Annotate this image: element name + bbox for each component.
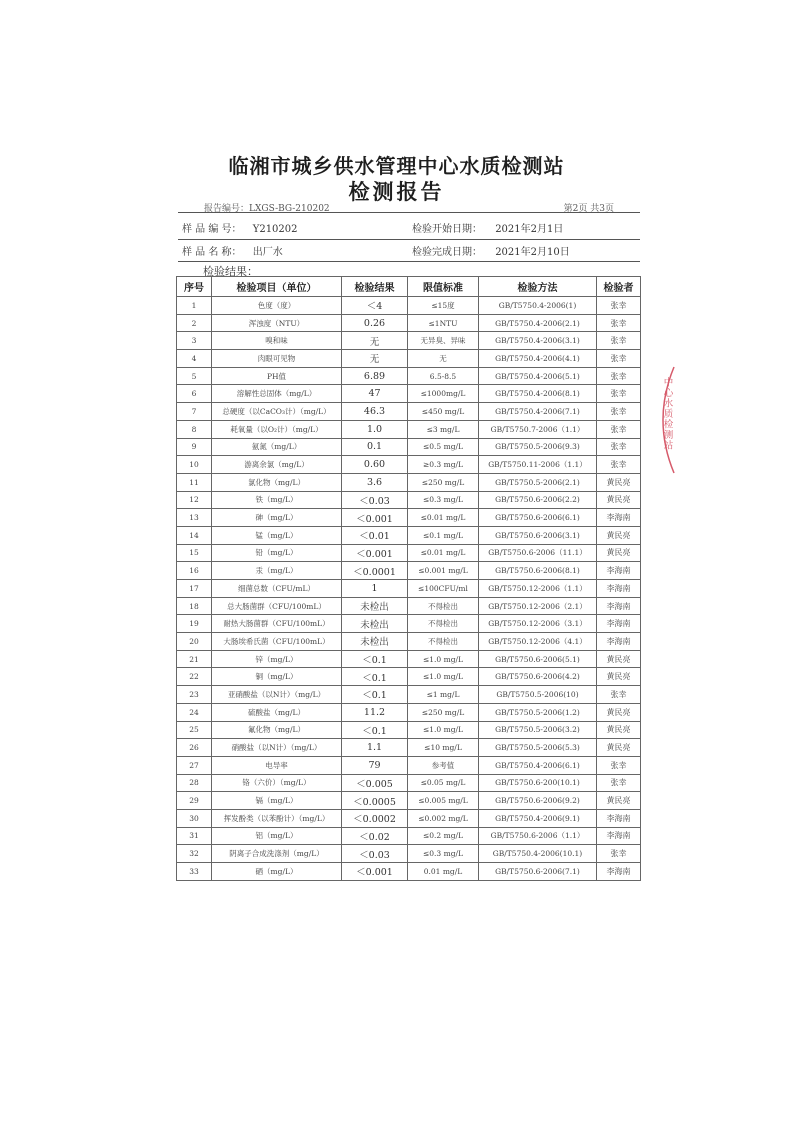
cell-limit: ≤1NTU xyxy=(408,314,479,332)
cell-method: GB/T5750.5-2006(9.3) xyxy=(479,438,597,456)
cell-result: ＜0.001 xyxy=(342,863,408,881)
organization-name: 临湘市城乡供水管理中心水质检测站 xyxy=(228,154,565,178)
cell-limit: ≤3 mg/L xyxy=(408,420,479,438)
cell-result: 3.6 xyxy=(342,473,408,491)
cell-item: 氨氮（mg/L） xyxy=(212,438,342,456)
end-date-value: 2021年2月10日 xyxy=(495,247,570,258)
cell-seq: 9 xyxy=(177,438,212,456)
cell-limit: ≤10 mg/L xyxy=(408,739,479,757)
cell-result: 1.0 xyxy=(342,420,408,438)
cell-item: 汞（mg/L） xyxy=(212,562,342,580)
cell-inspector: 张幸 xyxy=(597,332,641,350)
end-date-label: 检验完成日期： xyxy=(412,247,482,258)
table-row xyxy=(177,297,641,315)
table-row xyxy=(177,350,641,368)
cell-result: 11.2 xyxy=(342,703,408,721)
cell-inspector: 张幸 xyxy=(597,385,641,403)
cell-inspector: 李海南 xyxy=(597,863,641,881)
table-row xyxy=(177,367,641,385)
cell-inspector: 黄民亮 xyxy=(597,650,641,668)
cell-seq: 6 xyxy=(177,385,212,403)
cell-item: 色度（度） xyxy=(212,297,342,315)
table-row xyxy=(177,668,641,686)
cell-seq: 33 xyxy=(177,863,212,881)
start-date-label: 检验开始日期： xyxy=(412,224,482,235)
cell-result: 1.1 xyxy=(342,739,408,757)
table-row xyxy=(177,491,641,509)
cell-seq: 29 xyxy=(177,792,212,810)
cell-method: GB/T5750.6-2006(5.1) xyxy=(479,650,597,668)
cell-seq: 32 xyxy=(177,845,212,863)
cell-method: GB/T5750.4-2006(4.1) xyxy=(479,350,597,368)
cell-method: GB/T5750.4-2006(5.1) xyxy=(479,367,597,385)
cell-item: 细菌总数（CFU/mL） xyxy=(212,580,342,598)
cell-limit: ≤15度 xyxy=(408,297,479,315)
cell-inspector: 黄民亮 xyxy=(597,721,641,739)
cell-limit: ≤0.002 mg/L xyxy=(408,809,479,827)
cell-method: GB/T5750.6-2006(8.1) xyxy=(479,562,597,580)
table-row xyxy=(177,809,641,827)
cell-limit: ≤0.001 mg/L xyxy=(408,562,479,580)
table-row xyxy=(177,845,641,863)
sample-number-label: 样 品 编 号： xyxy=(182,224,242,235)
cell-inspector: 张幸 xyxy=(597,367,641,385)
cell-method: GB/T5750.5-2006(1.2) xyxy=(479,703,597,721)
cell-limit: ≤250 mg/L xyxy=(408,473,479,491)
cell-inspector: 张幸 xyxy=(597,456,641,474)
cell-method: GB/T5750.4-2006(7.1) xyxy=(479,403,597,421)
cell-method: GB/T5750.4-2006(9.1) xyxy=(479,809,597,827)
cell-inspector: 张幸 xyxy=(597,756,641,774)
cell-inspector: 黄民亮 xyxy=(597,739,641,757)
table-row xyxy=(177,332,641,350)
cell-item: 亚硝酸盐（以N计）（mg/L） xyxy=(212,686,342,704)
table-row xyxy=(177,721,641,739)
start-date-value: 2021年2月1日 xyxy=(495,224,564,235)
cell-limit: ≤1.0 mg/L xyxy=(408,721,479,739)
cell-result: 6.89 xyxy=(342,367,408,385)
cell-inspector: 李海南 xyxy=(597,562,641,580)
cell-limit: ≤1 mg/L xyxy=(408,686,479,704)
table-row xyxy=(177,686,641,704)
cell-seq: 11 xyxy=(177,473,212,491)
cell-method: GB/T5750.11-2006（1.1） xyxy=(479,456,597,474)
cell-method: GB/T5750.6-2006(6.1) xyxy=(479,509,597,527)
cell-item: 氯化物（mg/L） xyxy=(212,473,342,491)
cell-item: 铬（六价）（mg/L） xyxy=(212,774,342,792)
cell-seq: 26 xyxy=(177,739,212,757)
stamp-text: 中心水质检测站 xyxy=(661,377,673,451)
start-date-row xyxy=(412,220,563,235)
cell-item: 总硬度（以CaCO₃计）（mg/L） xyxy=(212,403,342,421)
cell-seq: 5 xyxy=(177,367,212,385)
table-row xyxy=(177,650,641,668)
cell-inspector: 张幸 xyxy=(597,420,641,438)
table-row xyxy=(177,456,641,474)
cell-method: GB/T5750.6-2006(3.1) xyxy=(479,526,597,544)
cell-inspector: 李海南 xyxy=(597,827,641,845)
cell-limit: ≤0.01 mg/L xyxy=(408,544,479,562)
cell-limit: 无异臭、异味 xyxy=(408,332,479,350)
cell-method: GB/T5750.6-2006（11.1） xyxy=(479,544,597,562)
cell-inspector: 黄民亮 xyxy=(597,792,641,810)
cell-seq: 14 xyxy=(177,526,212,544)
cell-seq: 22 xyxy=(177,668,212,686)
cell-inspector: 李海南 xyxy=(597,633,641,651)
divider-top xyxy=(178,212,640,213)
cell-result: 0.1 xyxy=(342,438,408,456)
cell-seq: 16 xyxy=(177,562,212,580)
cell-item: 大肠埃希氏菌（CFU/100mL） xyxy=(212,633,342,651)
cell-seq: 31 xyxy=(177,827,212,845)
cell-item: 铅（mg/L） xyxy=(212,544,342,562)
cell-result: ＜0.03 xyxy=(342,845,408,863)
cell-limit: 0.01 mg/L xyxy=(408,863,479,881)
cell-item: 肉眼可见物 xyxy=(212,350,342,368)
cell-inspector: 张幸 xyxy=(597,350,641,368)
cell-result: 47 xyxy=(342,385,408,403)
table-row xyxy=(177,597,641,615)
table-row xyxy=(177,633,641,651)
cell-limit: ≤0.05 mg/L xyxy=(408,774,479,792)
cell-seq: 7 xyxy=(177,403,212,421)
cell-item: 铁（mg/L） xyxy=(212,491,342,509)
cell-limit: ≤1000mg/L xyxy=(408,385,479,403)
cell-item: 电导率 xyxy=(212,756,342,774)
cell-inspector: 张幸 xyxy=(597,845,641,863)
cell-inspector: 李海南 xyxy=(597,509,641,527)
cell-result: ＜0.1 xyxy=(342,686,408,704)
cell-item: 耐热大肠菌群（CFU/100mL） xyxy=(212,615,342,633)
cell-result: ＜0.1 xyxy=(342,650,408,668)
cell-item: 耗氧量（以O₂计）（mg/L） xyxy=(212,420,342,438)
table-row xyxy=(177,314,641,332)
cell-seq: 24 xyxy=(177,703,212,721)
cell-result: ＜0.0001 xyxy=(342,562,408,580)
cell-result: 0.26 xyxy=(342,314,408,332)
cell-result: 1 xyxy=(342,580,408,598)
header-method: 检验方法 xyxy=(479,277,597,297)
cell-method: GB/T5750.12-2006（2.1） xyxy=(479,597,597,615)
report-number: 报告编号：LXGS-BG-210202 xyxy=(204,204,330,214)
divider-bottom xyxy=(178,261,640,262)
results-table xyxy=(176,276,641,881)
cell-inspector: 张幸 xyxy=(597,314,641,332)
cell-item: 浑浊度（NTU） xyxy=(212,314,342,332)
table-row xyxy=(177,544,641,562)
cell-item: 硒（mg/L） xyxy=(212,863,342,881)
cell-inspector: 李海南 xyxy=(597,580,641,598)
cell-method: GB/T5750.6-2006(9.2) xyxy=(479,792,597,810)
cell-inspector: 张幸 xyxy=(597,438,641,456)
table-row xyxy=(177,739,641,757)
sample-number-value: Y210202 xyxy=(252,224,298,235)
cell-inspector: 张幸 xyxy=(597,774,641,792)
cell-method: GB/T5750.4-2006(10.1) xyxy=(479,845,597,863)
cell-limit: ≤0.2 mg/L xyxy=(408,827,479,845)
cell-limit: ≥0.3 mg/L xyxy=(408,456,479,474)
table-row xyxy=(177,385,641,403)
cell-result: 无 xyxy=(342,332,408,350)
table-row xyxy=(177,774,641,792)
table-row xyxy=(177,420,641,438)
header-seq: 序号 xyxy=(177,277,212,297)
cell-limit: 不得检出 xyxy=(408,597,479,615)
cell-item: 氟化物（mg/L） xyxy=(212,721,342,739)
cell-method: GB/T5750.6-2006(7.1) xyxy=(479,863,597,881)
table-row xyxy=(177,756,641,774)
cell-method: GB/T5750.5-2006(2.1) xyxy=(479,473,597,491)
cell-item: 挥发酚类（以苯酚计）（mg/L） xyxy=(212,809,342,827)
sample-number-row xyxy=(182,220,298,235)
cell-inspector: 黄民亮 xyxy=(597,544,641,562)
cell-item: 铝（mg/L） xyxy=(212,827,342,845)
cell-item: PH值 xyxy=(212,367,342,385)
cell-method: GB/T5750.4-2006(8.1) xyxy=(479,385,597,403)
cell-result: ＜0.0002 xyxy=(342,809,408,827)
cell-limit: 6.5-8.5 xyxy=(408,367,479,385)
cell-item: 硝酸盐（以N计）（mg/L） xyxy=(212,739,342,757)
cell-seq: 19 xyxy=(177,615,212,633)
cell-seq: 25 xyxy=(177,721,212,739)
cell-method: GB/T5750.12-2006（4.1） xyxy=(479,633,597,651)
cell-method: GB/T5750.6-2006（1.1） xyxy=(479,827,597,845)
cell-limit: 不得检出 xyxy=(408,633,479,651)
stamp-arc xyxy=(663,367,674,473)
cell-result: 46.3 xyxy=(342,403,408,421)
table-row xyxy=(177,438,641,456)
cell-seq: 8 xyxy=(177,420,212,438)
cell-result: ＜4 xyxy=(342,297,408,315)
cell-seq: 17 xyxy=(177,580,212,598)
table-row xyxy=(177,403,641,421)
table-row xyxy=(177,526,641,544)
end-date-row xyxy=(412,243,570,258)
cell-inspector: 张幸 xyxy=(597,297,641,315)
cell-method: GB/T5750.5-2006(10) xyxy=(479,686,597,704)
cell-seq: 28 xyxy=(177,774,212,792)
cell-result: 未检出 xyxy=(342,633,408,651)
cell-seq: 18 xyxy=(177,597,212,615)
table-row xyxy=(177,863,641,881)
cell-inspector: 张幸 xyxy=(597,686,641,704)
table-row xyxy=(177,473,641,491)
header-inspector: 检验者 xyxy=(597,277,641,297)
table-header-row xyxy=(177,277,641,297)
cell-result: 79 xyxy=(342,756,408,774)
cell-item: 镉（mg/L） xyxy=(212,792,342,810)
table-row xyxy=(177,703,641,721)
cell-seq: 15 xyxy=(177,544,212,562)
cell-item: 铜（mg/L） xyxy=(212,668,342,686)
cell-method: GB/T5750.5-2006(5.3) xyxy=(479,739,597,757)
cell-inspector: 张幸 xyxy=(597,403,641,421)
cell-limit: ≤1.0 mg/L xyxy=(408,650,479,668)
header-result: 检验结果 xyxy=(342,277,408,297)
cell-result: 0.60 xyxy=(342,456,408,474)
cell-result: ＜0.02 xyxy=(342,827,408,845)
cell-result: ＜0.1 xyxy=(342,668,408,686)
table-row xyxy=(177,827,641,845)
cell-item: 硫酸盐（mg/L） xyxy=(212,703,342,721)
cell-result: 未检出 xyxy=(342,597,408,615)
cell-seq: 13 xyxy=(177,509,212,527)
sample-name-label: 样 品 名 称： xyxy=(182,247,242,258)
table-row xyxy=(177,562,641,580)
cell-method: GB/T5750.6-200(10.1) xyxy=(479,774,597,792)
cell-seq: 20 xyxy=(177,633,212,651)
cell-result: ＜0.0005 xyxy=(342,792,408,810)
cell-inspector: 黄民亮 xyxy=(597,491,641,509)
sample-name-row xyxy=(182,243,283,258)
cell-limit: ≤1.0 mg/L xyxy=(408,668,479,686)
cell-item: 游离余氯（mg/L） xyxy=(212,456,342,474)
official-stamp xyxy=(648,365,678,475)
results-label: 检验结果： xyxy=(203,265,258,278)
cell-inspector: 李海南 xyxy=(597,809,641,827)
cell-item: 锌（mg/L） xyxy=(212,650,342,668)
cell-limit: 无 xyxy=(408,350,479,368)
cell-method: GB/T5750.5-2006(3.2) xyxy=(479,721,597,739)
cell-result: ＜0.001 xyxy=(342,544,408,562)
table-row xyxy=(177,580,641,598)
cell-result: ＜0.005 xyxy=(342,774,408,792)
cell-seq: 21 xyxy=(177,650,212,668)
cell-method: GB/T5750.12-2006（3.1） xyxy=(479,615,597,633)
table-row xyxy=(177,509,641,527)
cell-method: GB/T5750.12-2006（1.1） xyxy=(479,580,597,598)
cell-item: 砷（mg/L） xyxy=(212,509,342,527)
cell-inspector: 黄民亮 xyxy=(597,703,641,721)
cell-limit: ≤0.1 mg/L xyxy=(408,526,479,544)
cell-inspector: 李海南 xyxy=(597,597,641,615)
cell-inspector: 李海南 xyxy=(597,615,641,633)
cell-item: 嗅和味 xyxy=(212,332,342,350)
cell-method: GB/T5750.7-2006（1.1） xyxy=(479,420,597,438)
cell-limit: ≤0.3 mg/L xyxy=(408,845,479,863)
cell-inspector: 黄民亮 xyxy=(597,668,641,686)
cell-method: GB/T5750.4-2006(2.1) xyxy=(479,314,597,332)
cell-item: 锰（mg/L） xyxy=(212,526,342,544)
cell-limit: 不得检出 xyxy=(408,615,479,633)
cell-result: ＜0.001 xyxy=(342,509,408,527)
cell-limit: ≤100CFU/ml xyxy=(408,580,479,598)
cell-seq: 2 xyxy=(177,314,212,332)
page-info: 第2页 共3页 xyxy=(563,204,614,214)
cell-limit: ≤250 mg/L xyxy=(408,703,479,721)
cell-seq: 1 xyxy=(177,297,212,315)
table-row xyxy=(177,792,641,810)
cell-seq: 12 xyxy=(177,491,212,509)
cell-seq: 10 xyxy=(177,456,212,474)
cell-result: 未检出 xyxy=(342,615,408,633)
cell-result: ＜0.03 xyxy=(342,491,408,509)
cell-result: ＜0.01 xyxy=(342,526,408,544)
cell-limit: ≤450 mg/L xyxy=(408,403,479,421)
document-title: 检测报告 xyxy=(348,180,445,204)
cell-item: 溶解性总固体（mg/L） xyxy=(212,385,342,403)
divider-middle xyxy=(178,239,640,240)
cell-seq: 4 xyxy=(177,350,212,368)
cell-item: 阴离子合成洗涤剂（mg/L） xyxy=(212,845,342,863)
cell-method: GB/T5750.4-2006(1) xyxy=(479,297,597,315)
header-item: 检验项目（单位） xyxy=(212,277,342,297)
cell-inspector: 黄民亮 xyxy=(597,473,641,491)
cell-result: ＜0.1 xyxy=(342,721,408,739)
cell-limit: ≤0.5 mg/L xyxy=(408,438,479,456)
header-limit: 限值标准 xyxy=(408,277,479,297)
cell-method: GB/T5750.4-2006(6.1) xyxy=(479,756,597,774)
cell-method: GB/T5750.6-2006(2.2) xyxy=(479,491,597,509)
sample-name-value: 出厂水 xyxy=(252,247,283,258)
cell-seq: 30 xyxy=(177,809,212,827)
cell-seq: 3 xyxy=(177,332,212,350)
cell-seq: 23 xyxy=(177,686,212,704)
cell-seq: 27 xyxy=(177,756,212,774)
cell-limit: 参考值 xyxy=(408,756,479,774)
cell-limit: ≤0.005 mg/L xyxy=(408,792,479,810)
cell-method: GB/T5750.6-2006(4.2) xyxy=(479,668,597,686)
cell-item: 总大肠菌群（CFU/100mL） xyxy=(212,597,342,615)
table-row xyxy=(177,615,641,633)
cell-limit: ≤0.3 mg/L xyxy=(408,491,479,509)
cell-method: GB/T5750.4-2006(3.1) xyxy=(479,332,597,350)
cell-inspector: 黄民亮 xyxy=(597,526,641,544)
cell-limit: ≤0.01 mg/L xyxy=(408,509,479,527)
cell-result: 无 xyxy=(342,350,408,368)
